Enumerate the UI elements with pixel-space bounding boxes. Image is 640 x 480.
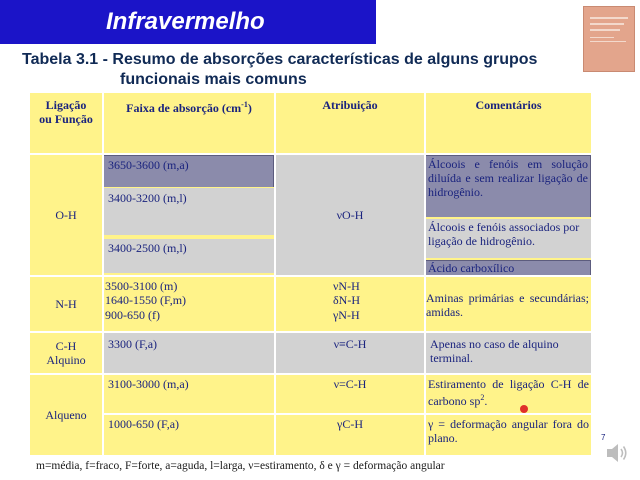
range-cell: 3100-3000 (m,a)	[104, 375, 274, 413]
group-nh: N-H	[30, 277, 102, 331]
assignment-ch-alkyne: ν≡C-H	[276, 333, 424, 373]
header-comments: Comentários	[426, 93, 591, 153]
assignment-text: νN-H	[333, 279, 360, 293]
laser-pointer-dot	[520, 405, 528, 413]
group-ch-alkyne: C-H Alquino	[30, 333, 102, 373]
footnote-legend: m=média, f=fraco, F=forte, a=aguda, l=larga, ν=estiramento, δ e γ = deformação angular	[36, 460, 445, 472]
absorption-table	[30, 93, 592, 456]
comment-cell: Estiramento de ligação C-H de carbono $sp^2$.	[426, 375, 591, 413]
header-assignment: Atribuição	[276, 93, 424, 153]
speaker-icon[interactable]	[604, 440, 630, 471]
header-bond-function: Ligação ou Função	[30, 93, 102, 153]
group-alkene: Alqueno	[30, 375, 102, 455]
comment-cell: Apenas no caso de alquino terminal.	[426, 333, 591, 373]
range-cell: 3400-3200 (m,l)	[104, 188, 274, 235]
assignment-text: γN-H	[333, 308, 360, 322]
page-number: 7	[601, 433, 606, 442]
comment-cell: γ = deformação angular fora do plano.	[426, 415, 591, 455]
table-caption-line2: funcionais mais comuns	[120, 71, 307, 88]
range-cell: 3650-3600 (m,a)	[104, 155, 274, 187]
book-cover-thumbnail	[583, 6, 635, 72]
assignment-text: δN-H	[333, 293, 360, 307]
range-text: 900-650 (f)	[105, 308, 160, 322]
header-absorption-range: Faixa de absorção $(cm^{-1})$	[104, 93, 274, 153]
range-text: 3500-3100 (m)	[105, 279, 178, 293]
group-oh: O-H	[30, 155, 102, 275]
table-caption-line1: Tabela 3.1 - Resumo de absorções características de alguns grupos	[22, 51, 538, 68]
slide-title: Infravermelho	[106, 8, 265, 35]
comment-cell: Ácido carboxílico	[426, 260, 591, 275]
comment-cell: Álcoois e fenóis associados por ligação de hidrogênio.	[426, 219, 591, 258]
assignment-alkene-bend: γC-H	[276, 415, 424, 455]
comment-cell: Aminas primárias e secundárias; amidas.	[426, 277, 591, 331]
assignment-alkene-stretch: ν=C-H	[276, 375, 424, 413]
comment-cell: Álcoois e fenóis em solução diluída e sem realizar ligação de hidrogênio.	[426, 155, 591, 217]
range-cell: 3400-2500 (m,l)	[104, 239, 274, 273]
range-cell: 3300 (F,a)	[104, 333, 274, 373]
range-text: 1640-1550 (F,m)	[105, 293, 187, 307]
assignment-oh: νO-H	[276, 155, 424, 275]
range-cell: 1000-650 (F,a)	[104, 415, 274, 455]
